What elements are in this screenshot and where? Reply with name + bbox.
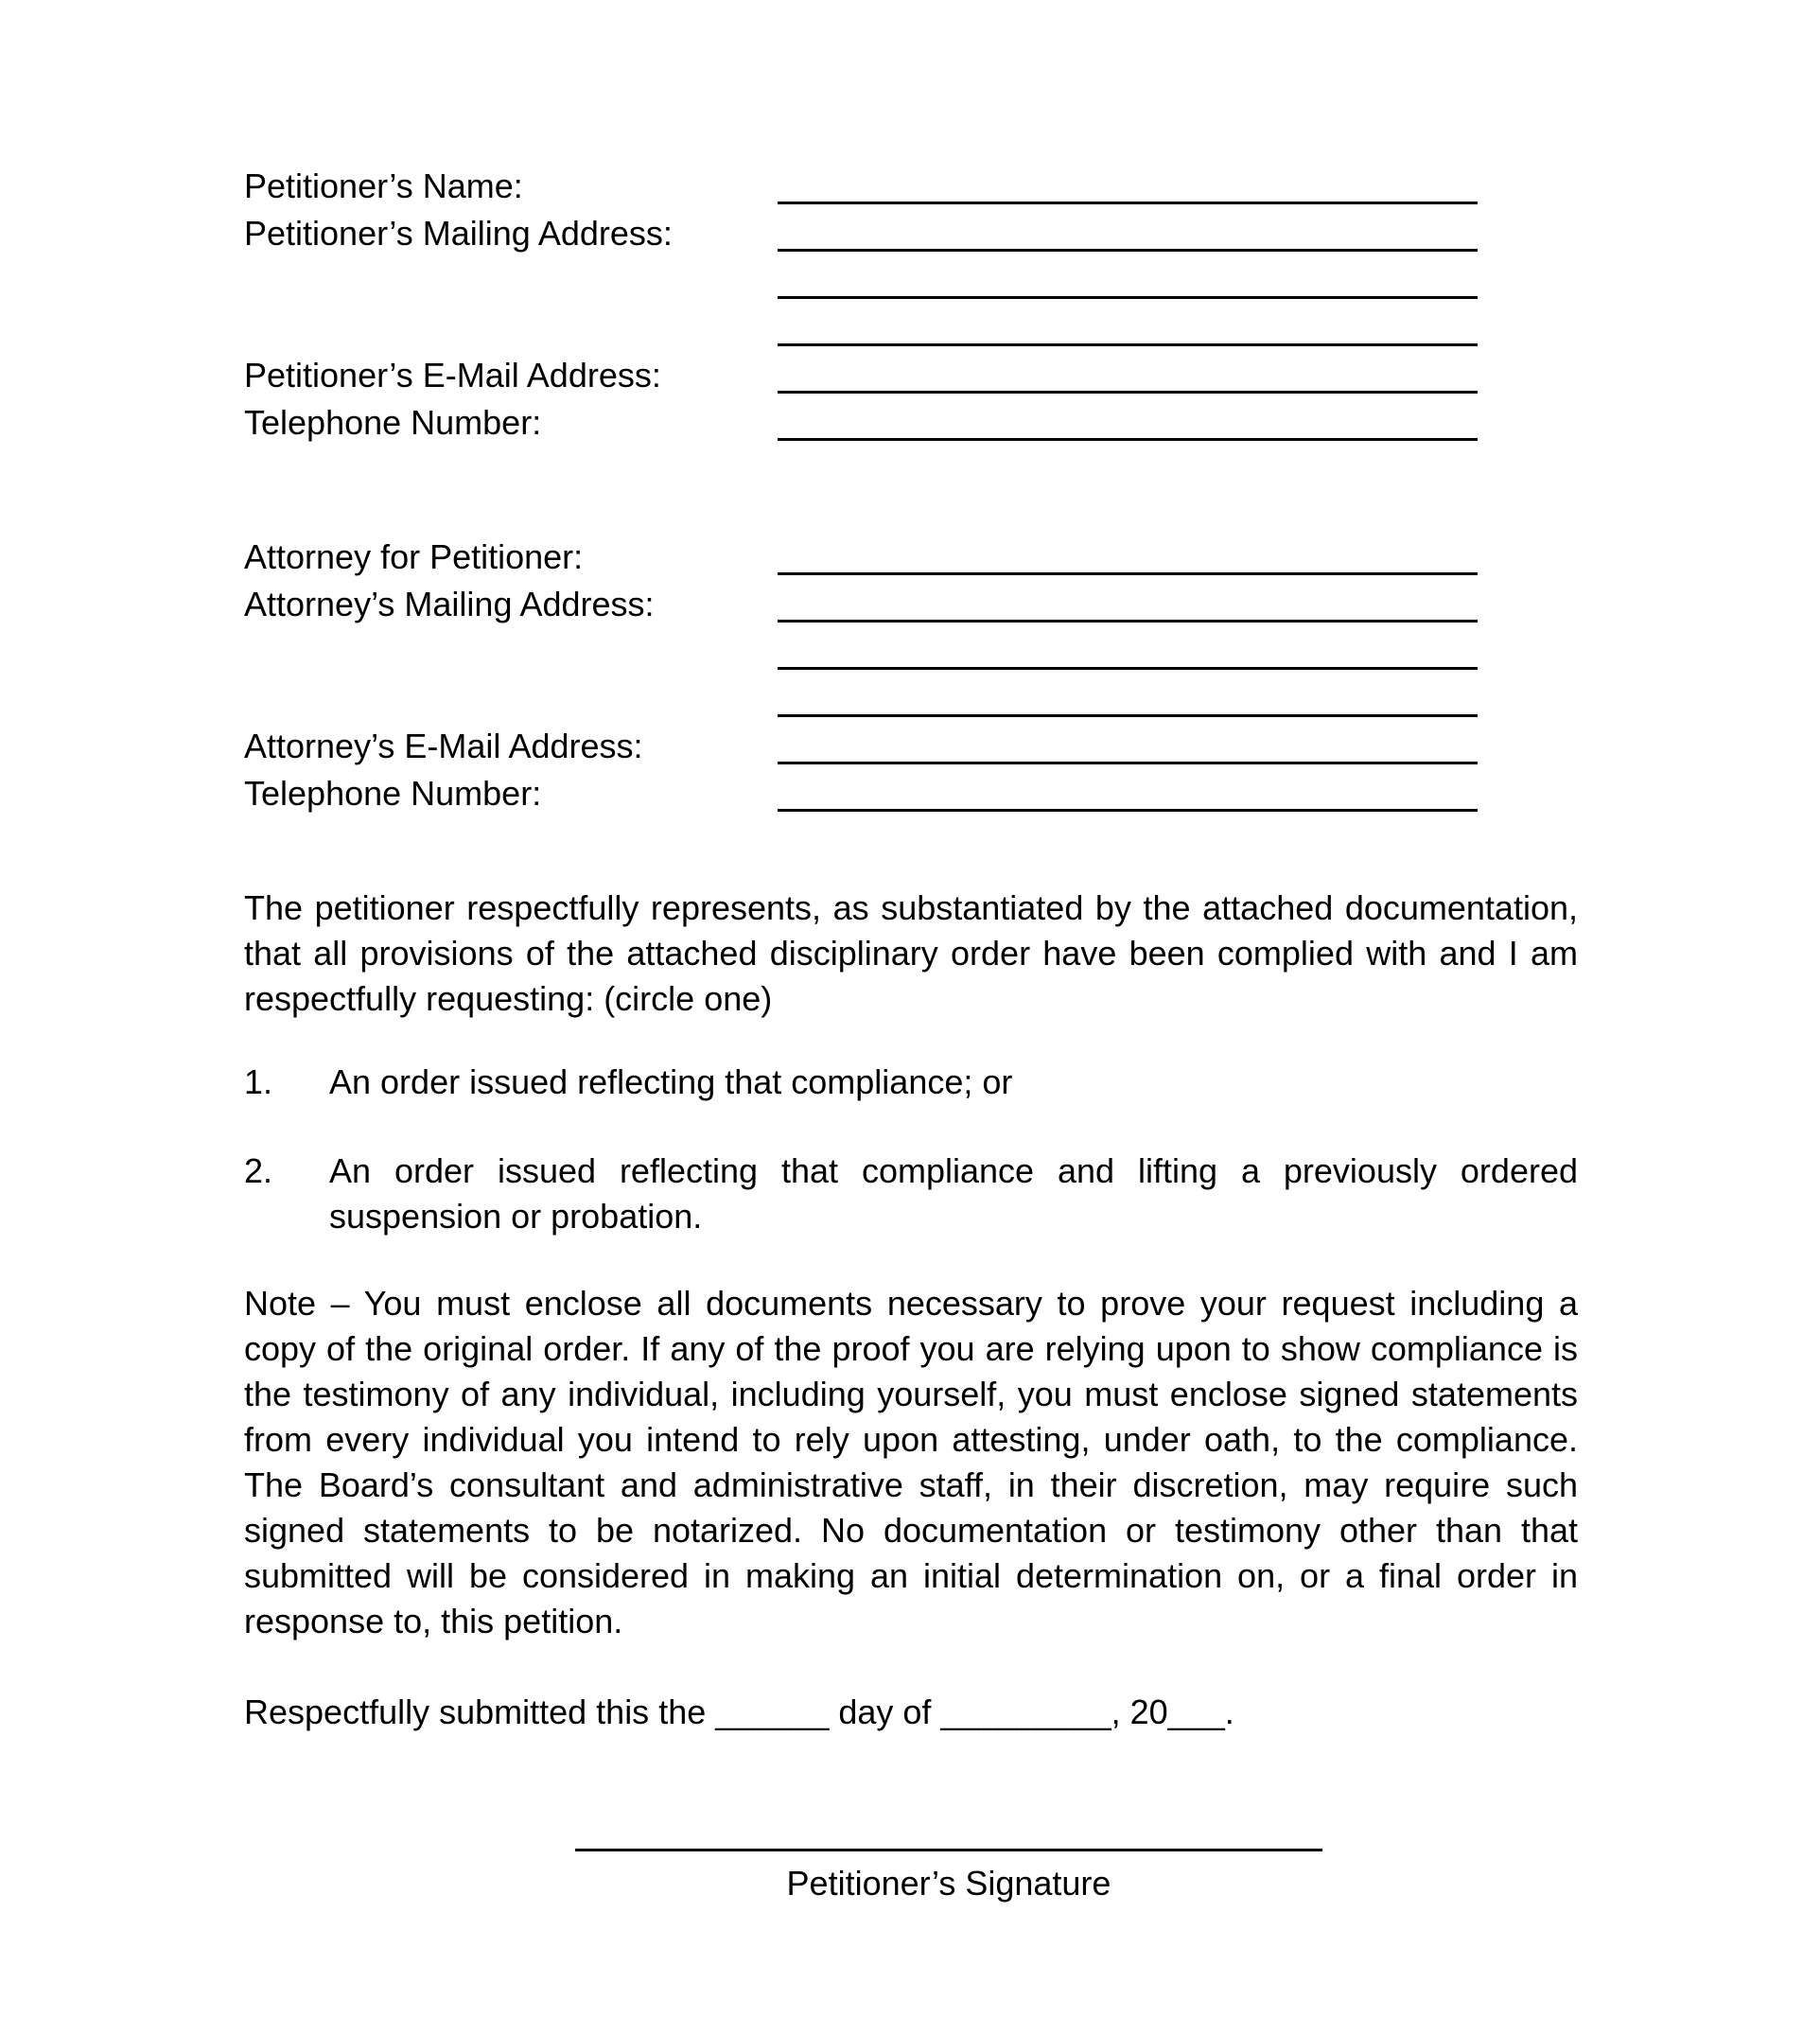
input-petitioner-mailing-address-1[interactable] [778,211,1478,252]
input-petitioner-telephone[interactable] [778,400,1478,441]
field-row-petitioner-mailing-address [244,208,1584,255]
body-gap [244,816,1584,886]
option-1-number: 1. [244,1062,273,1101]
option-1 [244,1060,1578,1105]
field-row-petitioner-telephone [244,397,1584,445]
field-row-petitioner-name [244,161,1584,208]
gap-before-option-2 [244,1105,1584,1149]
input-attorney-mailing-address-1[interactable] [778,582,1478,623]
field-row-petitioner-email [244,350,1584,397]
signature-label: Petitioner’s Signature [786,1864,1111,1903]
input-attorney-mailing-address-2[interactable] [778,629,1478,670]
label-attorney-email: Attorney’s E-Mail Address: [244,727,643,765]
gap-before-submission [244,1644,1584,1690]
attorney-field-block [244,532,1584,816]
intro-paragraph: The petitioner respectfully represents, as substantiated by the attached documentation, that all provisions of the attached disciplinary order have been complied with and I am respectfully requesting: (circle one) [244,888,1578,1018]
gap-before-note [244,1239,1584,1281]
label-petitioner-telephone: Telephone Number: [244,403,542,442]
input-petitioner-mailing-address-2[interactable] [778,258,1478,299]
petitioner-field-block [244,161,1584,445]
input-petitioner-email[interactable] [778,353,1478,394]
gap-before-option-1 [244,1022,1584,1060]
input-attorney-email[interactable] [778,724,1478,764]
label-attorney-for-petitioner: Attorney for Petitioner: [244,537,584,576]
signature-line[interactable] [575,1847,1322,1851]
note-paragraph: Note – You must enclose all documents necessary to prove your request including a copy of the original order. If any of the proof you are relying upon to show compliance is the testimony of any individual, including yourself, you must enclose signed statements from every individual you intend to rely upon attesting, under oath, to the compliance. The Board’s consultant and administrative staff, in their discretion, may require such signed statements to be notarized. No documentation or testimony other than that submitted will be considered in making an initial determination on, or a final order in response to, this petition. [244,1284,1578,1640]
field-row-attorney-mailing-address [244,579,1584,626]
field-row-attorney-mailing-address-2 [244,626,1584,674]
option-1-text: An order issued reflecting that compliance; or [329,1062,1013,1101]
submission-line: Respectfully submitted this the ______ day of _________, 20___. [244,1693,1234,1731]
input-petitioner-name[interactable] [778,164,1478,204]
field-row-attorney-name [244,532,1584,579]
field-row-attorney-telephone [244,768,1584,816]
label-petitioner-name: Petitioner’s Name: [244,167,523,205]
label-attorney-mailing-address: Attorney’s Mailing Address: [244,585,655,623]
signature-block [244,1847,1578,1906]
field-row-attorney-email [244,721,1584,768]
input-attorney-telephone[interactable] [778,771,1478,812]
input-petitioner-mailing-address-3[interactable] [778,306,1478,346]
field-row-petitioner-mailing-address-3 [244,303,1584,350]
input-attorney-mailing-address-3[interactable] [778,676,1478,717]
label-attorney-telephone: Telephone Number: [244,774,542,813]
field-row-petitioner-mailing-address-2 [244,255,1584,303]
label-petitioner-email: Petitioner’s E-Mail Address: [244,356,661,395]
option-2 [244,1149,1578,1239]
option-2-number: 2. [244,1151,273,1190]
option-2-text: An order issued reflecting that compliance and lifting a previously ordered suspension or probation. [329,1151,1578,1236]
input-attorney-for-petitioner[interactable] [778,535,1478,575]
section-gap [244,445,1584,532]
label-petitioner-mailing-address: Petitioner’s Mailing Address: [244,214,673,253]
field-row-attorney-mailing-address-3 [244,674,1584,721]
